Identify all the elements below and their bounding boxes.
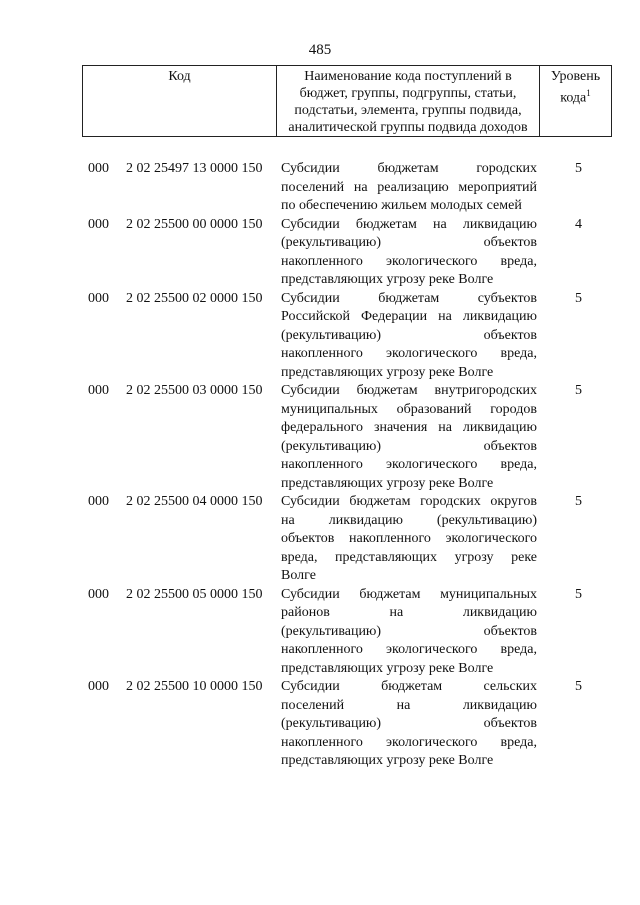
page-number: 485: [308, 42, 332, 58]
income-name-line: представляющих угрозу реке Волге: [281, 475, 494, 491]
admin-code: 000: [88, 216, 109, 232]
income-name-line: накопленного экологического вреда,: [281, 642, 537, 657]
table-row: [82, 216, 612, 290]
header-level-text: кода: [560, 90, 587, 106]
income-code: 2 02 25500 03 0000 150: [126, 383, 263, 398]
income-name: [281, 160, 537, 216]
code-level: 5: [575, 586, 582, 602]
income-name: [281, 678, 537, 771]
income-name-line: Субсидии бюджетам городских: [281, 161, 537, 176]
income-name-line: представляющих угрозу реке Волге: [281, 753, 494, 768]
table-body: [82, 160, 612, 771]
code-level: 5: [575, 290, 582, 306]
header-level: [540, 66, 611, 136]
income-name-line: (рекультивацию) объектов: [281, 623, 537, 639]
income-name-line: Субсидии бюджетам муниципальных: [281, 586, 537, 602]
footnote-marker: 1: [586, 88, 591, 98]
admin-code: 000: [88, 494, 109, 509]
income-name-line: вреда, представляющих угрозу реке: [281, 549, 537, 565]
code-level: 5: [575, 679, 582, 694]
income-name-line: Субсидии бюджетам субъектов: [281, 290, 537, 306]
income-name: [281, 216, 537, 290]
admin-code: 000: [88, 679, 109, 694]
table-row: [82, 678, 612, 771]
code-level: 5: [575, 383, 582, 398]
income-name-line: накопленного экологического вреда,: [281, 457, 537, 472]
income-name-line: на ликвидацию (рекультивацию): [281, 512, 537, 528]
income-name-line: представляющих угрозу реке Волге: [281, 660, 494, 676]
admin-code: 000: [88, 383, 109, 398]
income-name: [281, 493, 537, 586]
income-name-line: объектов накопленного экологического: [281, 531, 537, 546]
code-level: 5: [575, 161, 582, 176]
income-name-line: Российской Федерации на ликвидацию: [281, 309, 537, 324]
header-name-line: бюджет, группы, подгруппы, статьи,: [299, 86, 517, 101]
admin-code: 000: [88, 290, 109, 306]
income-name-line: Субсидии бюджетам на ликвидацию: [281, 216, 537, 232]
income-name-line: накопленного экологического вреда,: [281, 734, 537, 750]
header-name-line: подстатьи, элемента, группы подвида,: [294, 103, 522, 118]
income-name-line: накопленного экологического вреда,: [281, 253, 537, 269]
income-name-line: представляющих угрозу реке Волге: [281, 364, 494, 380]
income-code: 2 02 25500 05 0000 150: [126, 586, 263, 602]
income-name-line: Волге: [281, 568, 316, 583]
income-name-line: Субсидии бюджетам внутригородских: [281, 383, 537, 398]
income-name-line: (рекультивацию) объектов: [281, 438, 537, 454]
income-name-line: по обеспечению жильем молодых семей: [281, 198, 522, 213]
income-name-line: федерального значения на ликвидацию: [281, 420, 537, 435]
income-name-line: поселений на ликвидацию: [281, 697, 537, 713]
header-name-line: Наименование кода поступлений в: [304, 69, 512, 84]
table-row: [82, 160, 612, 216]
income-name-line: представляющих угрозу реке Волге: [281, 272, 494, 287]
header-level-line1: Уровень: [550, 69, 601, 84]
table-row: [82, 586, 612, 679]
income-name-line: накопленного экологического вреда,: [281, 346, 537, 361]
income-code: 2 02 25497 13 0000 150: [126, 161, 263, 176]
code-level: 5: [575, 494, 582, 509]
income-name-line: Субсидии бюджетам городских округов: [281, 494, 537, 509]
header-name-line: аналитической группы подвида доходов: [288, 120, 528, 135]
income-name-line: муниципальных образований городов: [281, 401, 537, 417]
income-name-line: (рекультивацию) объектов: [281, 716, 537, 731]
code-level: 4: [575, 216, 582, 232]
table-header: [82, 65, 612, 137]
income-name: [281, 586, 537, 679]
income-name: [281, 290, 537, 383]
table-row: [82, 493, 612, 586]
admin-code: 000: [88, 586, 109, 602]
table-row: [82, 382, 612, 493]
income-code: 2 02 25500 02 0000 150: [126, 290, 263, 306]
income-name: [281, 382, 537, 493]
income-name-line: Субсидии бюджетам сельских: [281, 679, 537, 694]
header-level-line2: [540, 85, 611, 107]
income-name-line: районов на ликвидацию: [281, 605, 537, 620]
income-name-line: (рекультивацию) объектов: [281, 235, 537, 250]
income-code: 2 02 25500 04 0000 150: [126, 494, 263, 509]
table-row: [82, 290, 612, 383]
income-name-line: (рекультивацию) объектов: [281, 327, 537, 343]
header-name: [277, 66, 540, 136]
header-code: Код: [83, 66, 277, 136]
admin-code: 000: [88, 161, 109, 176]
income-code: 2 02 25500 00 0000 150: [126, 216, 263, 232]
income-code: 2 02 25500 10 0000 150: [126, 679, 263, 694]
income-name-line: поселений на реализацию мероприятий: [281, 179, 537, 195]
